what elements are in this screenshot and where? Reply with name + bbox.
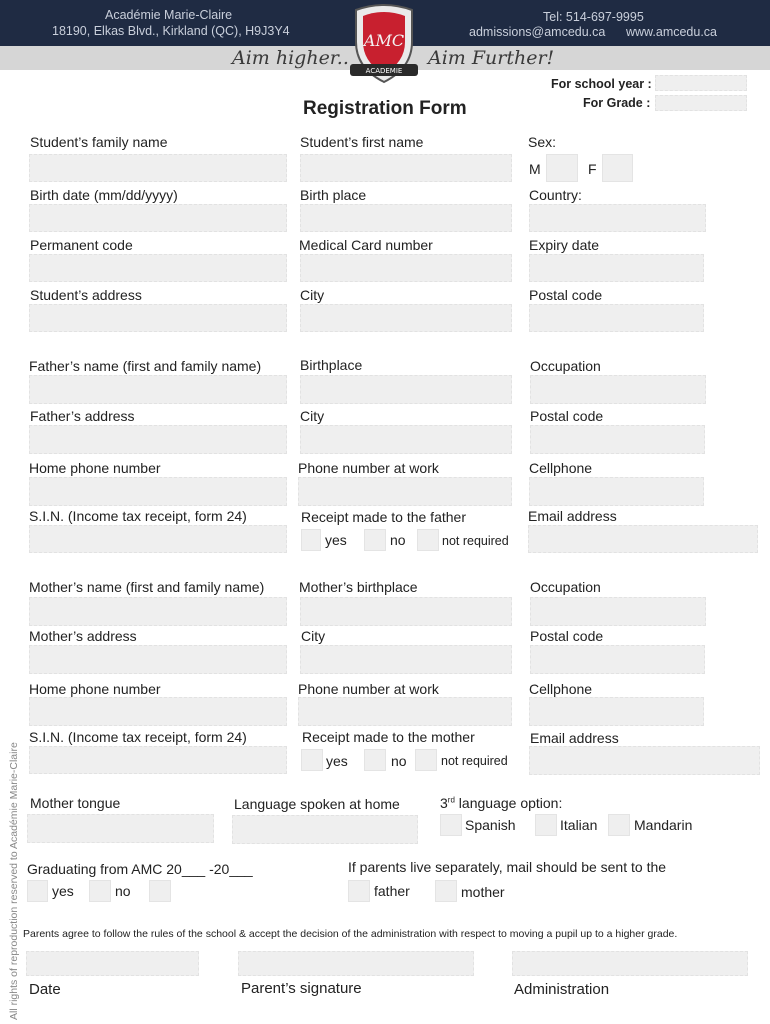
mother-city-label: City bbox=[301, 628, 326, 644]
sex-m-checkbox[interactable] bbox=[546, 154, 578, 182]
agreement-text: Parents agree to follow the rules of the school & accept the decision of the administration with respect to moving a pupil up to a higher grade. bbox=[23, 928, 678, 940]
father-work-phone-label: Phone number at work bbox=[298, 460, 439, 476]
birth-place-label: Birth place bbox=[300, 187, 367, 203]
country-field[interactable] bbox=[529, 204, 706, 232]
father-receipt-yes-checkbox[interactable] bbox=[301, 529, 321, 551]
sex-m-label: M bbox=[529, 161, 541, 177]
mail-father-label: father bbox=[374, 883, 410, 899]
mother-receipt-yes-checkbox[interactable] bbox=[301, 749, 323, 771]
italian-label: Italian bbox=[560, 817, 598, 833]
spanish-checkbox[interactable] bbox=[440, 814, 462, 836]
father-email-label: Email address bbox=[528, 508, 617, 524]
father-address-label: Father’s address bbox=[30, 408, 135, 424]
third-language-label: 3rd language option: bbox=[440, 795, 563, 811]
mother-address-label: Mother’s address bbox=[29, 628, 137, 644]
father-birthplace-field[interactable] bbox=[300, 375, 512, 404]
mother-home-phone-field[interactable] bbox=[29, 697, 287, 726]
grade-label: For Grade : bbox=[583, 96, 651, 110]
mandarin-label: Mandarin bbox=[634, 817, 693, 833]
mother-tongue-label: Mother tongue bbox=[30, 795, 121, 811]
birth-place-field[interactable] bbox=[300, 204, 512, 232]
father-name-field[interactable] bbox=[29, 375, 287, 404]
mother-email-field[interactable] bbox=[529, 746, 760, 775]
student-family-name-label: Student’s family name bbox=[30, 134, 168, 150]
mandarin-checkbox[interactable] bbox=[608, 814, 630, 836]
school-website: www.amcedu.ca bbox=[626, 25, 718, 39]
administration-field[interactable] bbox=[512, 951, 748, 976]
school-phone: Tel: 514-697-9995 bbox=[543, 10, 644, 24]
father-occupation-field[interactable] bbox=[530, 375, 706, 404]
italian-checkbox[interactable] bbox=[535, 814, 557, 836]
mother-city-field[interactable] bbox=[300, 645, 512, 674]
date-field[interactable] bbox=[26, 951, 199, 976]
slogan-left: Aim higher.. bbox=[232, 47, 349, 69]
father-postal-code-label: Postal code bbox=[530, 408, 604, 424]
medical-card-field[interactable] bbox=[300, 254, 512, 282]
father-name-label: Father’s name (first and family name) bbox=[29, 358, 262, 374]
school-crest-logo bbox=[346, 2, 422, 88]
graduating-yes-label: yes bbox=[52, 883, 74, 899]
date-label: Date bbox=[29, 981, 61, 998]
mother-address-field[interactable] bbox=[29, 645, 287, 674]
mother-cellphone-field[interactable] bbox=[529, 697, 704, 726]
spoken-home-label: Language spoken at home bbox=[234, 796, 400, 812]
copyright-side-note: All rights of reproduction reserved to Académie Marie-Claire bbox=[8, 742, 20, 1020]
mail-mother-checkbox[interactable] bbox=[435, 880, 457, 902]
father-home-phone-label: Home phone number bbox=[29, 460, 161, 476]
father-city-label: City bbox=[300, 408, 325, 424]
mother-receipt-no-label: no bbox=[391, 753, 407, 769]
father-receipt-yes-label: yes bbox=[325, 532, 347, 548]
spanish-label: Spanish bbox=[465, 817, 516, 833]
permanent-code-label: Permanent code bbox=[30, 237, 133, 253]
mother-sin-label: S.I.N. (Income tax receipt, form 24) bbox=[29, 729, 247, 745]
student-city-label: City bbox=[300, 287, 325, 303]
student-first-name-field[interactable] bbox=[300, 154, 512, 182]
father-birthplace-label: Birthplace bbox=[300, 357, 363, 373]
father-sin-label: S.I.N. (Income tax receipt, form 24) bbox=[29, 508, 247, 524]
slogan-right: Aim Further! bbox=[428, 47, 555, 69]
crest-banner-text: ACADEMIE bbox=[365, 67, 403, 75]
parent-signature-field[interactable] bbox=[238, 951, 474, 976]
spoken-home-field[interactable] bbox=[232, 815, 418, 844]
father-city-field[interactable] bbox=[300, 425, 512, 454]
student-postal-code-field[interactable] bbox=[529, 304, 704, 332]
country-label: Country: bbox=[529, 187, 582, 203]
mail-mother-label: mother bbox=[461, 884, 505, 900]
expiry-date-field[interactable] bbox=[529, 254, 704, 282]
mother-email-label: Email address bbox=[530, 730, 619, 746]
mother-receipt-label: Receipt made to the mother bbox=[302, 729, 475, 745]
father-work-phone-field[interactable] bbox=[298, 477, 512, 506]
father-cellphone-field[interactable] bbox=[529, 477, 704, 506]
mother-work-phone-field[interactable] bbox=[298, 697, 512, 726]
father-receipt-not-required-label: not required bbox=[442, 534, 509, 548]
sex-f-checkbox[interactable] bbox=[602, 154, 633, 182]
mother-sin-field[interactable] bbox=[29, 746, 287, 774]
mother-receipt-yes-label: yes bbox=[326, 753, 348, 769]
school-year-field[interactable] bbox=[655, 75, 747, 91]
administration-label: Administration bbox=[514, 981, 610, 998]
student-family-name-field[interactable] bbox=[29, 154, 287, 182]
school-name: Académie Marie-Claire bbox=[105, 8, 233, 22]
mother-cellphone-label: Cellphone bbox=[529, 681, 593, 697]
mother-receipt-no-checkbox[interactable] bbox=[364, 749, 386, 771]
mother-occupation-label: Occupation bbox=[530, 579, 601, 595]
student-first-name-label: Student’s first name bbox=[300, 134, 424, 150]
mother-tongue-field[interactable] bbox=[27, 814, 214, 843]
graduating-no-label: no bbox=[115, 883, 131, 899]
father-receipt-not-required-checkbox[interactable] bbox=[417, 529, 439, 551]
father-sin-field[interactable] bbox=[29, 525, 287, 553]
crest-letters: AMC bbox=[363, 31, 405, 50]
father-receipt-no-label: no bbox=[390, 532, 406, 548]
father-address-field[interactable] bbox=[29, 425, 287, 454]
student-postal-code-label: Postal code bbox=[529, 287, 603, 303]
student-city-field[interactable] bbox=[300, 304, 512, 332]
mother-name-label: Mother’s name (first and family name) bbox=[29, 579, 265, 595]
sex-f-label: F bbox=[588, 161, 597, 177]
father-receipt-no-checkbox[interactable] bbox=[364, 529, 386, 551]
mother-postal-code-label: Postal code bbox=[530, 628, 604, 644]
graduating-label: Graduating from AMC 20___ -20___ bbox=[27, 861, 253, 877]
father-email-field[interactable] bbox=[528, 525, 758, 553]
mother-home-phone-label: Home phone number bbox=[29, 681, 161, 697]
mother-receipt-not-required-checkbox[interactable] bbox=[415, 749, 437, 771]
school-year-label: For school year : bbox=[551, 77, 652, 91]
graduating-no-checkbox[interactable] bbox=[89, 880, 111, 902]
mail-father-checkbox[interactable] bbox=[348, 880, 370, 902]
father-home-phone-field[interactable] bbox=[29, 477, 287, 506]
sex-label: Sex: bbox=[528, 134, 557, 150]
mother-name-field[interactable] bbox=[29, 597, 287, 626]
father-receipt-label: Receipt made to the father bbox=[301, 509, 466, 525]
mother-work-phone-label: Phone number at work bbox=[298, 681, 439, 697]
graduating-yes-checkbox[interactable] bbox=[27, 880, 48, 902]
father-postal-code-field[interactable] bbox=[530, 425, 705, 454]
medical-card-label: Medical Card number bbox=[299, 237, 433, 253]
birth-date-label: Birth date (mm/dd/yyyy) bbox=[30, 187, 178, 203]
student-address-field[interactable] bbox=[29, 304, 287, 332]
school-email: admissions@amcedu.ca bbox=[469, 25, 606, 39]
mother-birthplace-field[interactable] bbox=[300, 597, 512, 626]
expiry-date-label: Expiry date bbox=[529, 237, 600, 253]
birth-date-field[interactable] bbox=[29, 204, 287, 232]
mother-occupation-field[interactable] bbox=[530, 597, 706, 626]
student-address-label: Student’s address bbox=[30, 287, 142, 303]
parent-signature-label: Parent’s signature bbox=[241, 980, 362, 997]
mother-receipt-not-required-label: not required bbox=[441, 754, 508, 768]
father-cellphone-label: Cellphone bbox=[529, 460, 593, 476]
grade-field[interactable] bbox=[655, 95, 747, 111]
school-address: 18190, Elkas Blvd., Kirkland (QC), H9J3Y4 bbox=[52, 24, 290, 38]
form-title: Registration Form bbox=[303, 98, 467, 119]
mail-to-label: If parents live separately, mail should be sent to the bbox=[348, 859, 667, 875]
permanent-code-field[interactable] bbox=[29, 254, 287, 282]
mother-birthplace-label: Mother’s birthplace bbox=[299, 579, 418, 595]
father-occupation-label: Occupation bbox=[530, 358, 601, 374]
graduating-extra-checkbox[interactable] bbox=[149, 880, 171, 902]
mother-postal-code-field[interactable] bbox=[530, 645, 705, 674]
